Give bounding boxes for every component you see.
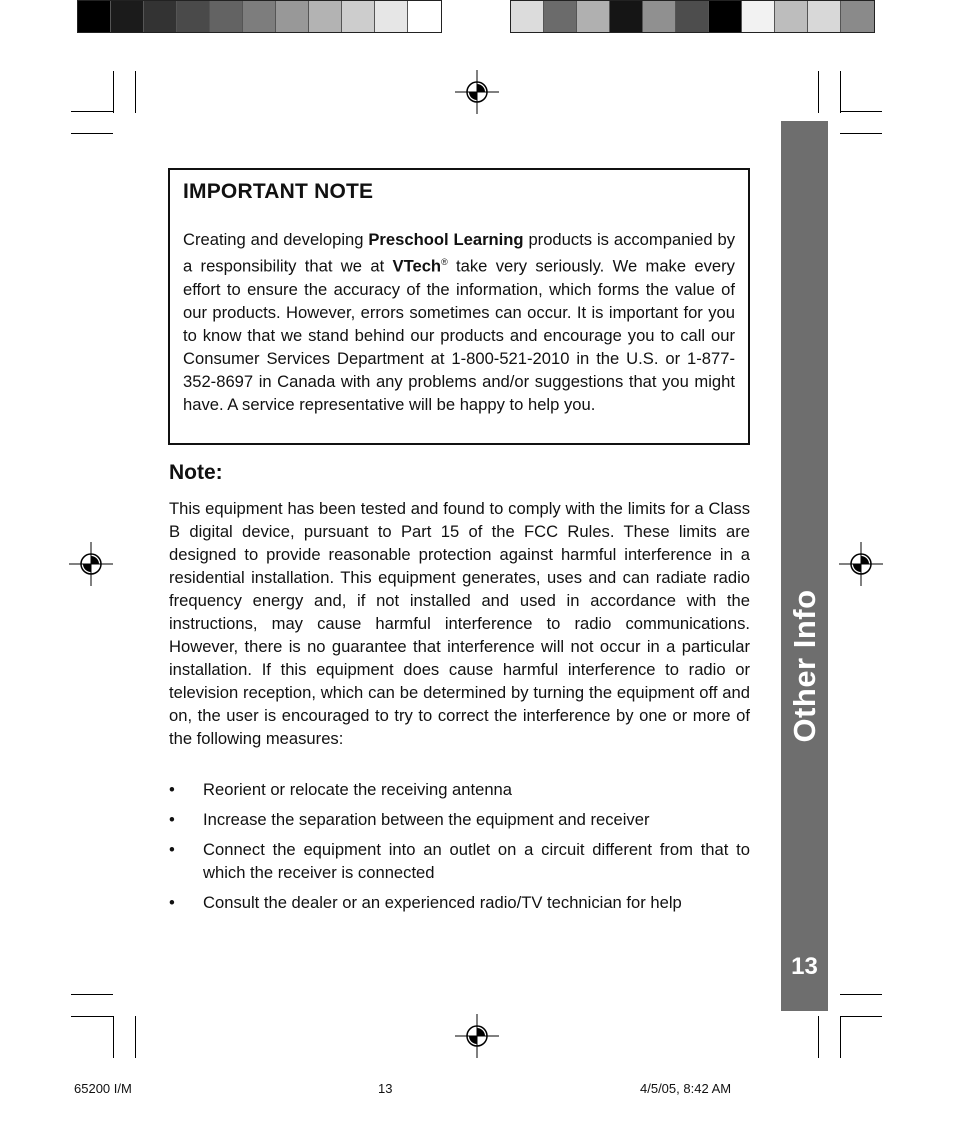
crop-mark xyxy=(113,1016,114,1058)
color-swatch xyxy=(676,1,709,32)
color-swatch xyxy=(709,1,742,32)
list-item-text: Reorient or relocate the receiving antenna xyxy=(203,780,513,799)
important-note-box xyxy=(168,168,750,445)
crop-mark xyxy=(135,1016,136,1058)
color-swatch xyxy=(144,1,177,32)
crop-mark xyxy=(840,71,841,113)
crop-mark xyxy=(71,111,113,112)
list-item-text: Increase the separation between the equipment and receiver xyxy=(203,810,650,829)
color-swatch xyxy=(78,1,111,32)
color-swatch xyxy=(111,1,144,32)
list-item xyxy=(169,778,750,801)
crop-mark xyxy=(840,994,882,995)
text-run: Creating and developing xyxy=(183,230,369,249)
color-swatch xyxy=(610,1,643,32)
footer-page: 13 xyxy=(378,1081,393,1096)
color-swatch xyxy=(375,1,408,32)
important-note-title: IMPORTANT NOTE xyxy=(183,180,374,203)
footer-file-id: 65200 I/M xyxy=(74,1081,132,1096)
color-swatch xyxy=(577,1,610,32)
bullet-icon: • xyxy=(169,893,175,912)
list-item-text: Connect the equipment into an outlet on a circuit different from that to which the receiver is connected xyxy=(203,840,750,882)
crop-mark xyxy=(840,133,882,134)
brand-name: VTech xyxy=(392,256,442,276)
list-item-text: Consult the dealer or an experienced radio/TV technician for help xyxy=(203,893,682,912)
color-swatch xyxy=(643,1,676,32)
section-tab-label: Other Info xyxy=(786,589,822,743)
registration-target-icon xyxy=(455,70,499,114)
bullet-icon: • xyxy=(169,780,175,799)
crop-mark xyxy=(840,1016,882,1017)
crop-mark xyxy=(71,133,113,134)
color-swatch xyxy=(243,1,276,32)
crop-mark xyxy=(818,71,819,113)
text-run: take very seriously. We make every effort to ensure the accuracy of the information, which forms the value of our products. However, errors sometimes can occur. It is important for you to know that we stand behind our products and encourage you to call our Consumer Services Department at 1-800-521-2010 in the U.S. or 1-877-352-8697 in Canada with any problems and/or suggestions that you might have. A service representative will be happy to help you. xyxy=(183,256,735,414)
note-heading: Note: xyxy=(169,461,223,484)
registration-target-icon xyxy=(839,542,883,586)
important-note-paragraph xyxy=(183,228,735,416)
crop-mark xyxy=(840,1016,841,1058)
list-item xyxy=(169,838,750,884)
footer-timestamp: 4/5/05, 8:42 AM xyxy=(640,1081,732,1096)
color-swatch xyxy=(342,1,375,32)
section-side-tab xyxy=(781,121,828,1011)
color-swatch xyxy=(742,1,775,32)
registration-target-icon xyxy=(69,542,113,586)
page-number: 13 xyxy=(791,953,818,980)
color-swatch xyxy=(276,1,309,32)
registered-mark: ® xyxy=(441,257,448,267)
crop-mark xyxy=(840,111,882,112)
color-swatch xyxy=(177,1,210,32)
fcc-note-paragraph: This equipment has been tested and found to comply with the limits for a Class B digital device, pursuant to Part 15 of the FCC Rules. These limits are designed to provide reasonable protection against harmful interference in a residential installation. This equipment generates, uses and can radiate radio frequency energy and, if not installed and used in accordance with the instructions, may cause harmful interference to radio communications. However, there is no guarantee that interference will not occur in a particular installation. If this equipment does cause harmful interference to radio or television reception, which can be determined by turning the equipment off and on, the user is encouraged to try to correct the interference by one or more of the following measures: xyxy=(169,499,750,748)
crop-mark xyxy=(818,1016,819,1058)
color-swatch xyxy=(841,1,874,32)
color-swatch xyxy=(808,1,841,32)
color-swatch xyxy=(511,1,544,32)
color-swatch xyxy=(210,1,243,32)
measures-list xyxy=(169,778,750,921)
color-bar-left xyxy=(77,0,442,33)
registration-target-icon xyxy=(455,1014,499,1058)
bullet-icon: • xyxy=(169,840,175,859)
bullet-icon: • xyxy=(169,810,175,829)
color-swatch xyxy=(309,1,342,32)
crop-mark xyxy=(71,994,113,995)
product-line-name: Preschool Learning xyxy=(368,230,524,249)
color-swatch xyxy=(408,1,441,32)
crop-mark xyxy=(71,1016,113,1017)
color-bar-right xyxy=(510,0,875,33)
color-swatch xyxy=(544,1,577,32)
list-item xyxy=(169,808,750,831)
crop-mark xyxy=(135,71,136,113)
color-swatch xyxy=(775,1,808,32)
list-item xyxy=(169,891,750,914)
crop-mark xyxy=(113,71,114,113)
text-run: products is accompanied by a responsibility that we at xyxy=(183,230,735,276)
